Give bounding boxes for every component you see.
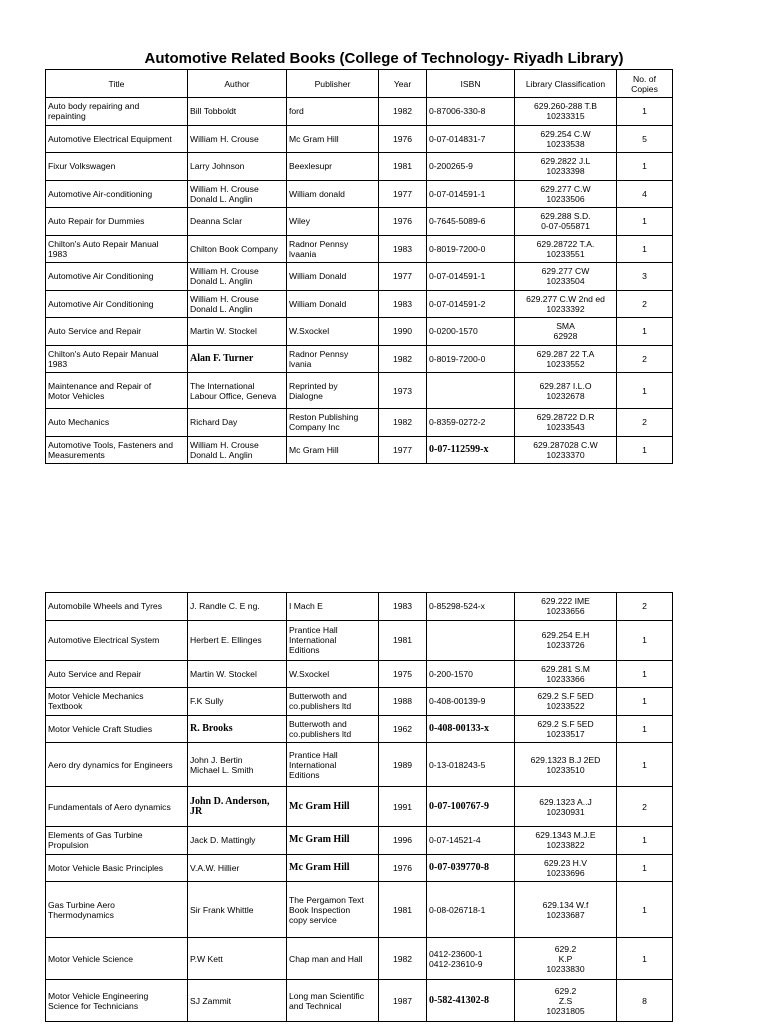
author-cell: John D. Anderson, JR [188,787,287,827]
author-cell: J. Randle C. E ng. [188,593,287,621]
publisher-cell: The Pergamon Text Book Inspection copy service [287,882,379,938]
isbn-cell: 0-7645-5089-6 [427,208,515,236]
isbn-cell: 0-8359-0272-2 [427,409,515,437]
table-row [46,409,673,437]
column-header-author: Author [188,70,287,98]
isbn-cell: 0-07-039770-8 [427,854,515,882]
classification-cell: 629.28722 T.A. 10233551 [515,235,617,263]
publisher-cell: Long man Scientific and Technical [287,980,379,1022]
publisher-cell: Mc Gram Hill [287,827,379,855]
publisher-cell: W.Sxockel [287,318,379,346]
book-title-cell: Gas Turbine Aero Thermodynamics [46,882,188,938]
classification-cell: 629.2 Z.S 10231805 [515,980,617,1022]
classification-cell: 629.287028 C.W 10233370 [515,436,617,464]
book-title-cell: Motor Vehicle Engineering Science for Technicians [46,980,188,1022]
isbn-cell: 0-0200-1570 [427,318,515,346]
table-row [46,882,673,938]
author-cell: Jack D. Mattingly [188,827,287,855]
publisher-cell: Mc Gram Hill [287,854,379,882]
table-row [46,373,673,409]
classification-cell: 629.254 C.W 10233538 [515,125,617,153]
copies-cell: 1 [617,98,673,126]
copies-cell: 2 [617,290,673,318]
year-cell: 1991 [379,787,427,827]
table-row [46,180,673,208]
copies-cell: 1 [617,436,673,464]
book-title-cell: Automotive Electrical System [46,620,188,660]
classification-cell: 629.2822 J.L 10233398 [515,153,617,181]
author-cell: R. Brooks [188,715,287,743]
copies-cell: 1 [617,938,673,980]
publisher-cell: I Mach E [287,593,379,621]
year-cell: 1976 [379,208,427,236]
publisher-cell: Reprinted by Dialogne [287,373,379,409]
book-title-cell: Elements of Gas Turbine Propulsion [46,827,188,855]
publisher-cell: William donald [287,180,379,208]
book-title-cell: Chilton's Auto Repair Manual 1983 [46,345,188,373]
author-cell: William H. Crouse Donald L. Anglin [188,180,287,208]
isbn-cell: 0-408-00133-x [427,715,515,743]
year-cell: 1983 [379,235,427,263]
table-row [46,125,673,153]
year-cell: 1982 [379,345,427,373]
publisher-cell: Mc Gram Hill [287,436,379,464]
table-row [46,290,673,318]
author-cell: Bill Tobboldt [188,98,287,126]
classification-cell: 629.134 W.f 10233687 [515,882,617,938]
classification-cell: 629.2 S.F 5ED 10233517 [515,715,617,743]
copies-cell: 3 [617,263,673,291]
year-cell: 1982 [379,98,427,126]
isbn-cell: 0-200265-9 [427,153,515,181]
isbn-cell: 0-07-112599-x [427,436,515,464]
book-title-cell: Auto Repair for Dummies [46,208,188,236]
classification-cell: 629.281 S.M 10233366 [515,660,617,688]
book-title-cell: Auto Service and Repair [46,660,188,688]
book-title-cell: Automotive Air-conditioning [46,180,188,208]
table-row [46,436,673,464]
isbn-cell: 0-87006-330-8 [427,98,515,126]
copies-cell: 2 [617,593,673,621]
copies-cell: 2 [617,409,673,437]
classification-cell: 629.277 C.W 2nd ed 10233392 [515,290,617,318]
classification-cell: 629.277 C.W 10233506 [515,180,617,208]
table-header-row [46,70,673,98]
book-title-cell: Motor Vehicle Basic Principles [46,854,188,882]
author-cell: William H. Crouse [188,125,287,153]
book-title-cell: Automotive Air Conditioning [46,263,188,291]
book-title-cell: Aero dry dynamics for Engineers [46,743,188,787]
author-cell: Sir Frank Whittle [188,882,287,938]
book-title-cell: Motor Vehicle Mechanics Textbook [46,688,188,716]
publisher-cell: Beexlesupr [287,153,379,181]
classification-cell: 629.260-288 T.B 10233315 [515,98,617,126]
copies-cell: 8 [617,980,673,1022]
table-row [46,593,673,621]
table-row [46,938,673,980]
author-cell: Herbert E. Ellinges [188,620,287,660]
year-cell: 1962 [379,715,427,743]
classification-cell: 629.28722 D.R 10233543 [515,409,617,437]
publisher-cell: Wiley [287,208,379,236]
book-title-cell: Motor Vehicle Science [46,938,188,980]
year-cell: 1976 [379,854,427,882]
publisher-cell: Radnor Pennsy lvania [287,345,379,373]
publisher-cell: Radnor Pennsy lvaania [287,235,379,263]
year-cell: 1977 [379,263,427,291]
table-row [46,787,673,827]
book-title-cell: Fixur Volkswagen [46,153,188,181]
table-row [46,153,673,181]
year-cell: 1996 [379,827,427,855]
book-title-cell: Automotive Air Conditioning [46,290,188,318]
table-row [46,263,673,291]
table-row [46,345,673,373]
classification-cell: 629.277 CW 10233504 [515,263,617,291]
classification-cell: 629.1323 A..J 10230931 [515,787,617,827]
year-cell: 1982 [379,938,427,980]
copies-cell: 1 [617,882,673,938]
classification-cell: 629.2 K.P 10233830 [515,938,617,980]
classification-cell: 629.1323 B.J 2ED 10233510 [515,743,617,787]
copies-cell: 1 [617,660,673,688]
publisher-cell: Butterwoth and co.publishers ltd [287,688,379,716]
isbn-cell: 0-07-014831-7 [427,125,515,153]
publisher-cell: W.Sxockel [287,660,379,688]
column-header-copies: No. of Copies [617,70,673,98]
book-title-cell: Motor Vehicle Craft Studies [46,715,188,743]
column-header-isbn: ISBN [427,70,515,98]
year-cell: 1976 [379,125,427,153]
classification-cell: 629.287 22 T.A 10233552 [515,345,617,373]
author-cell: Alan F. Turner [188,345,287,373]
year-cell: 1973 [379,373,427,409]
table-row [46,715,673,743]
column-header-publisher: Publisher [287,70,379,98]
author-cell: P.W Kett [188,938,287,980]
author-cell: Deanna Sclar [188,208,287,236]
year-cell: 1975 [379,660,427,688]
isbn-cell: 0-8019-7200-0 [427,235,515,263]
table-row [46,743,673,787]
year-cell: 1989 [379,743,427,787]
table-row [46,208,673,236]
publisher-cell: Prantice Hall International Editions [287,620,379,660]
isbn-cell: 0-8019-7200-0 [427,345,515,373]
table-row [46,660,673,688]
publisher-cell: Prantice Hall International Editions [287,743,379,787]
author-cell: Richard Day [188,409,287,437]
table-row [46,620,673,660]
column-header-year: Year [379,70,427,98]
copies-cell: 1 [617,153,673,181]
year-cell: 1977 [379,180,427,208]
publisher-cell: Mc Gram Hill [287,125,379,153]
classification-cell: 629.288 S.D. 0-07-055871 [515,208,617,236]
publisher-cell: Reston Publishing Company Inc [287,409,379,437]
isbn-cell: 0-07-100767-9 [427,787,515,827]
isbn-cell [427,373,515,409]
year-cell: 1981 [379,620,427,660]
classification-cell: 629.222 IME 10233656 [515,593,617,621]
year-cell: 1983 [379,593,427,621]
copies-cell: 1 [617,854,673,882]
copies-cell: 1 [617,827,673,855]
author-cell: Larry Johnson [188,153,287,181]
books-table-1 [45,69,673,464]
book-title-cell: Automotive Tools, Fasteners and Measurements [46,436,188,464]
author-cell: SJ Zammit [188,980,287,1022]
isbn-cell: 0412-23600-1 0412-23610-9 [427,938,515,980]
year-cell: 1988 [379,688,427,716]
table-row [46,827,673,855]
publisher-cell: William Donald [287,263,379,291]
copies-cell: 2 [617,345,673,373]
isbn-cell: 0-85298-524-x [427,593,515,621]
book-title-cell: Automotive Electrical Equipment [46,125,188,153]
book-title-cell: Auto Service and Repair [46,318,188,346]
classification-cell: 629.287 I.L.O 10232678 [515,373,617,409]
author-cell: F.K Sully [188,688,287,716]
book-title-cell: Fundamentals of Aero dynamics [46,787,188,827]
isbn-cell: 0-07-014591-1 [427,180,515,208]
publisher-cell: William Donald [287,290,379,318]
publisher-cell: Chap man and Hall [287,938,379,980]
author-cell: William H. Crouse Donald L. Anglin [188,436,287,464]
column-header-title: Title [46,70,188,98]
copies-cell: 1 [617,715,673,743]
isbn-cell: 0-408-00139-9 [427,688,515,716]
copies-cell: 1 [617,688,673,716]
author-cell: Chilton Book Company [188,235,287,263]
isbn-cell: 0-13-018243-5 [427,743,515,787]
classification-cell: 629.2 S.F 5ED 10233522 [515,688,617,716]
publisher-cell: Butterwoth and co.publishers ltd [287,715,379,743]
isbn-cell [427,620,515,660]
publisher-cell: ford [287,98,379,126]
year-cell: 1981 [379,153,427,181]
year-cell: 1981 [379,882,427,938]
isbn-cell: 0-200-1570 [427,660,515,688]
book-title-cell: Automobile Wheels and Tyres [46,593,188,621]
year-cell: 1982 [379,409,427,437]
table-row [46,318,673,346]
isbn-cell: 0-07-014591-1 [427,263,515,291]
book-title-cell: Auto Mechanics [46,409,188,437]
classification-cell: 629.23 H.V 10233696 [515,854,617,882]
book-title-cell: Chilton's Auto Repair Manual 1983 [46,235,188,263]
copies-cell: 1 [617,620,673,660]
classification-cell: 629.254 E.H 10233726 [515,620,617,660]
copies-cell: 2 [617,787,673,827]
author-cell: John J. Bertin Michael L. Smith [188,743,287,787]
classification-cell: SMA 62928 [515,318,617,346]
isbn-cell: 0-582-41302-8 [427,980,515,1022]
author-cell: William H. Crouse Donald L. Anglin [188,263,287,291]
year-cell: 1987 [379,980,427,1022]
isbn-cell: 0-08-026718-1 [427,882,515,938]
page-title: Automotive Related Books (College of Technology- Riyadh Library) [144,50,624,67]
year-cell: 1990 [379,318,427,346]
copies-cell: 1 [617,235,673,263]
table-row [46,854,673,882]
books-table-2 [45,592,673,1022]
author-cell: Martin W. Stockel [188,318,287,346]
year-cell: 1977 [379,436,427,464]
table-row [46,235,673,263]
isbn-cell: 0-07-014591-2 [427,290,515,318]
copies-cell: 4 [617,180,673,208]
column-header-classification: Library Classification [515,70,617,98]
author-cell: William H. Crouse Donald L. Anglin [188,290,287,318]
copies-cell: 1 [617,373,673,409]
author-cell: Martin W. Stockel [188,660,287,688]
author-cell: V.A.W. Hillier [188,854,287,882]
book-title-cell: Auto body repairing and repainting [46,98,188,126]
classification-cell: 629.1343 M.J.E 10233822 [515,827,617,855]
publisher-cell: Mc Gram Hill [287,787,379,827]
year-cell: 1983 [379,290,427,318]
table-row [46,98,673,126]
author-cell: The International Labour Office, Geneva [188,373,287,409]
table-row [46,688,673,716]
copies-cell: 5 [617,125,673,153]
copies-cell: 1 [617,743,673,787]
table-row [46,980,673,1022]
copies-cell: 1 [617,318,673,346]
book-title-cell: Maintenance and Repair of Motor Vehicles [46,373,188,409]
isbn-cell: 0-07-14521-4 [427,827,515,855]
copies-cell: 1 [617,208,673,236]
